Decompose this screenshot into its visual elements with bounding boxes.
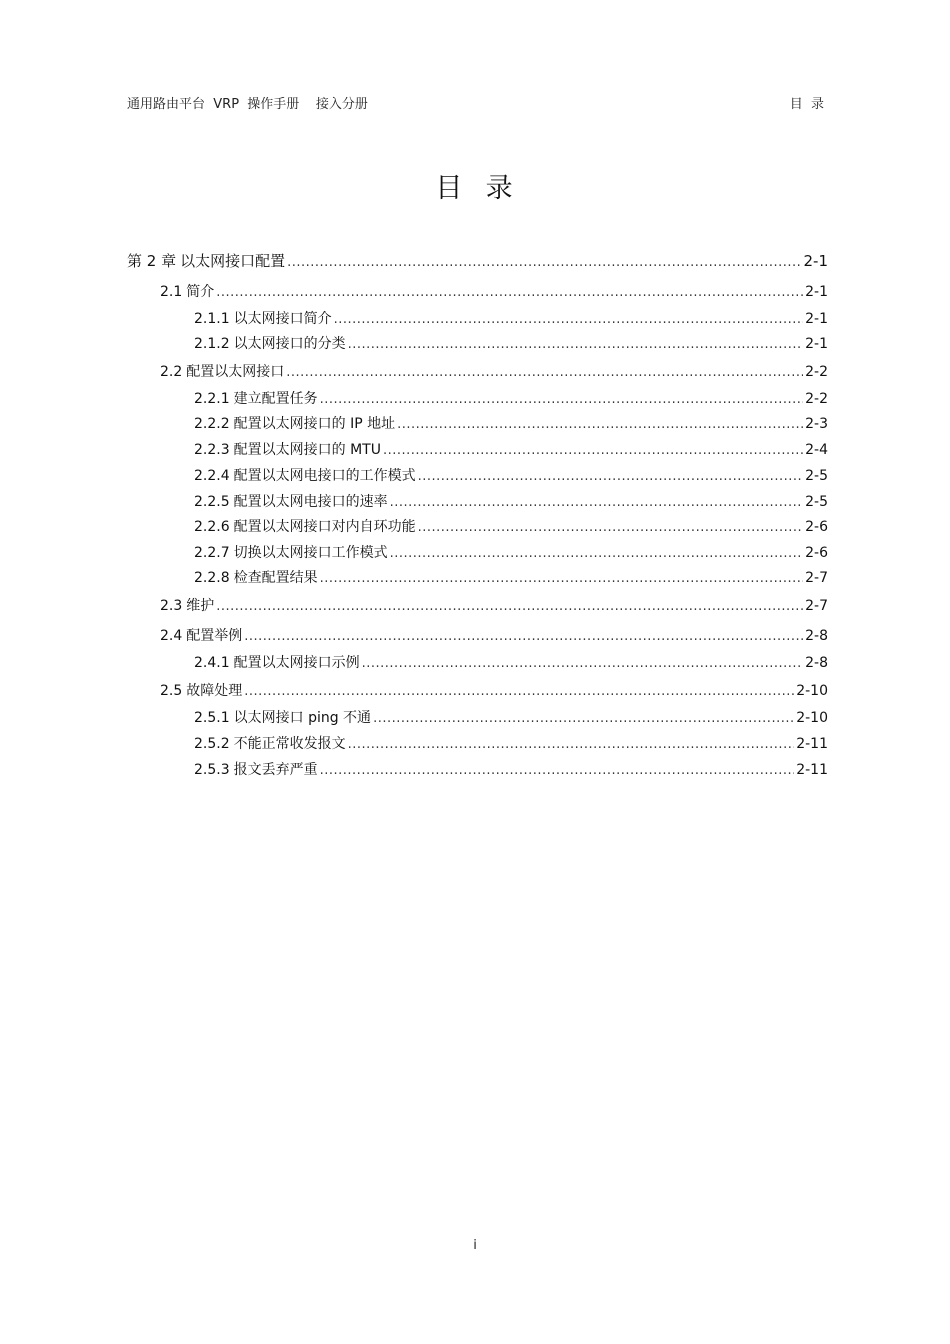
toc-entry-title: 维护 [186,598,215,614]
toc-entry-page: 2-11 [796,762,828,778]
toc-entry-2-2-1[interactable] [194,389,828,409]
toc-dot-leader [320,390,804,410]
toc-entry-number: 2.1.1 [194,311,230,327]
toc-dot-leader [320,569,804,589]
toc-entry-number: 2.5.1 [194,710,230,726]
toc-dot-leader [383,441,803,461]
toc-dot-leader [390,493,804,513]
toc-entry-2-1[interactable] [160,282,828,302]
toc-entry-title: 配置举例 [186,628,243,644]
toc-entry-number: 2.2.4 [194,468,230,484]
toc-dot-leader [390,544,804,564]
toc-dot-leader [334,310,804,330]
toc-dot-leader [216,597,803,617]
toc-entry-page: 2-11 [796,736,828,752]
toc-entry-2-2[interactable] [160,362,828,382]
toc-entry-2-1-1[interactable] [194,309,828,329]
toc-entry-number: 第 2 章 [127,252,177,270]
toc-entry-2-5[interactable] [160,681,828,701]
toc-entry-2-2-4[interactable] [194,466,828,486]
toc-entry-page: 2-4 [805,442,828,458]
toc-entry-page: 2-7 [805,570,828,586]
toc-entry-number: 2.2.7 [194,545,230,561]
toc-entry-2-2-5[interactable] [194,492,828,512]
toc-entry-title: 以太网接口的分类 [233,336,346,352]
toc-entry-2-2-6[interactable] [194,517,828,537]
toc-entry-title: 以太网接口 ping 不通 [233,710,372,726]
toc-dot-leader [216,283,803,303]
toc-entry-title: 报文丢弃严重 [233,762,318,778]
toc-entry-number: 2.4 [160,628,183,644]
toc-dot-leader [348,335,804,355]
toc-dot-leader [348,735,795,755]
toc-entry-number: 2.2.8 [194,570,230,586]
toc-dot-leader [287,253,801,273]
header-section-title: 目 录 [789,97,824,112]
toc-entry-title: 建立配置任务 [233,391,318,407]
toc-entry-title: 配置以太网接口的 MTU [233,442,381,458]
toc-entry-page: 2-1 [805,311,828,327]
toc-entry-title: 以太网接口简介 [233,311,332,327]
toc-entry-page: 2-7 [805,598,828,614]
toc-entry-number: 2.2.5 [194,494,230,510]
toc-entry-number: 2.2.1 [194,391,230,407]
toc-entry-title: 配置以太网接口对内自环功能 [233,519,416,535]
toc-dot-leader [244,627,803,647]
toc-entry-number: 2.5.2 [194,736,230,752]
toc-entry-number: 2.3 [160,598,183,614]
toc-entry-number: 2.1.2 [194,336,230,352]
toc-dot-leader [362,654,804,674]
toc-entry-number: 2.2.6 [194,519,230,535]
toc-entry-number: 2.2 [160,364,183,380]
toc-entry-page: 2-5 [805,468,828,484]
toc-entry-title: 不能正常收发报文 [233,736,346,752]
toc-entry-2-2-7[interactable] [194,543,828,563]
toc-dot-leader [373,709,794,729]
page-title: 目 录 [435,173,515,204]
toc-entry-page: 2-6 [805,519,828,535]
toc-entry-page: 2-8 [805,628,828,644]
toc-entry-page: 2-10 [796,683,828,699]
toc-entry-title: 配置以太网电接口的速率 [233,494,388,510]
toc-entry-page: 2-5 [805,494,828,510]
toc-entry-page: 2-6 [805,545,828,561]
toc-entry-chapter-2[interactable] [127,251,828,271]
toc-dot-leader [418,467,804,487]
toc-entry-2-2-3[interactable] [194,440,828,460]
toc-entry-title: 切换以太网接口工作模式 [233,545,388,561]
toc-entry-2-5-3[interactable] [194,760,828,780]
toc-entry-2-2-8[interactable] [194,568,828,588]
toc-entry-2-4-1[interactable] [194,653,828,673]
toc-entry-number: 2.2.3 [194,442,230,458]
toc-entry-title: 配置以太网接口的 IP 地址 [233,416,396,432]
toc-entry-number: 2.5.3 [194,762,230,778]
page-number: i [473,1238,477,1253]
toc-entry-title: 配置以太网接口示例 [233,655,360,671]
toc-entry-number: 2.1 [160,284,183,300]
toc-dot-leader [320,761,795,781]
toc-entry-page: 2-1 [805,336,828,352]
toc-entry-title: 简介 [186,284,215,300]
toc-entry-title: 配置以太网接口 [186,364,285,380]
toc-entry-2-4[interactable] [160,626,828,646]
toc-entry-page: 2-2 [805,391,828,407]
toc-dot-leader [286,363,803,383]
toc-entry-title: 配置以太网电接口的工作模式 [233,468,416,484]
toc-entry-2-5-2[interactable] [194,734,828,754]
toc-entry-2-1-2[interactable] [194,334,828,354]
toc-entry-2-2-2[interactable] [194,414,828,434]
toc-entry-page: 2-10 [796,710,828,726]
toc-entry-page: 2-1 [803,252,828,270]
toc-dot-leader [397,415,803,435]
toc-entry-page: 2-3 [805,416,828,432]
toc-entry-title: 以太网接口配置 [180,252,286,270]
toc-entry-2-3[interactable] [160,596,828,616]
toc-entry-number: 2.2.2 [194,416,230,432]
toc-entry-title: 故障处理 [186,683,243,699]
toc-entry-number: 2.4.1 [194,655,230,671]
toc-entry-page: 2-8 [805,655,828,671]
toc-dot-leader [418,518,804,538]
toc-entry-2-5-1[interactable] [194,708,828,728]
toc-entry-page: 2-2 [805,364,828,380]
toc-entry-page: 2-1 [805,284,828,300]
toc-entry-title: 检查配置结果 [233,570,318,586]
header-manual-title: 通用路由平台 VRP 操作手册 接入分册 [127,97,368,112]
toc-dot-leader [244,682,794,702]
toc-entry-number: 2.5 [160,683,183,699]
